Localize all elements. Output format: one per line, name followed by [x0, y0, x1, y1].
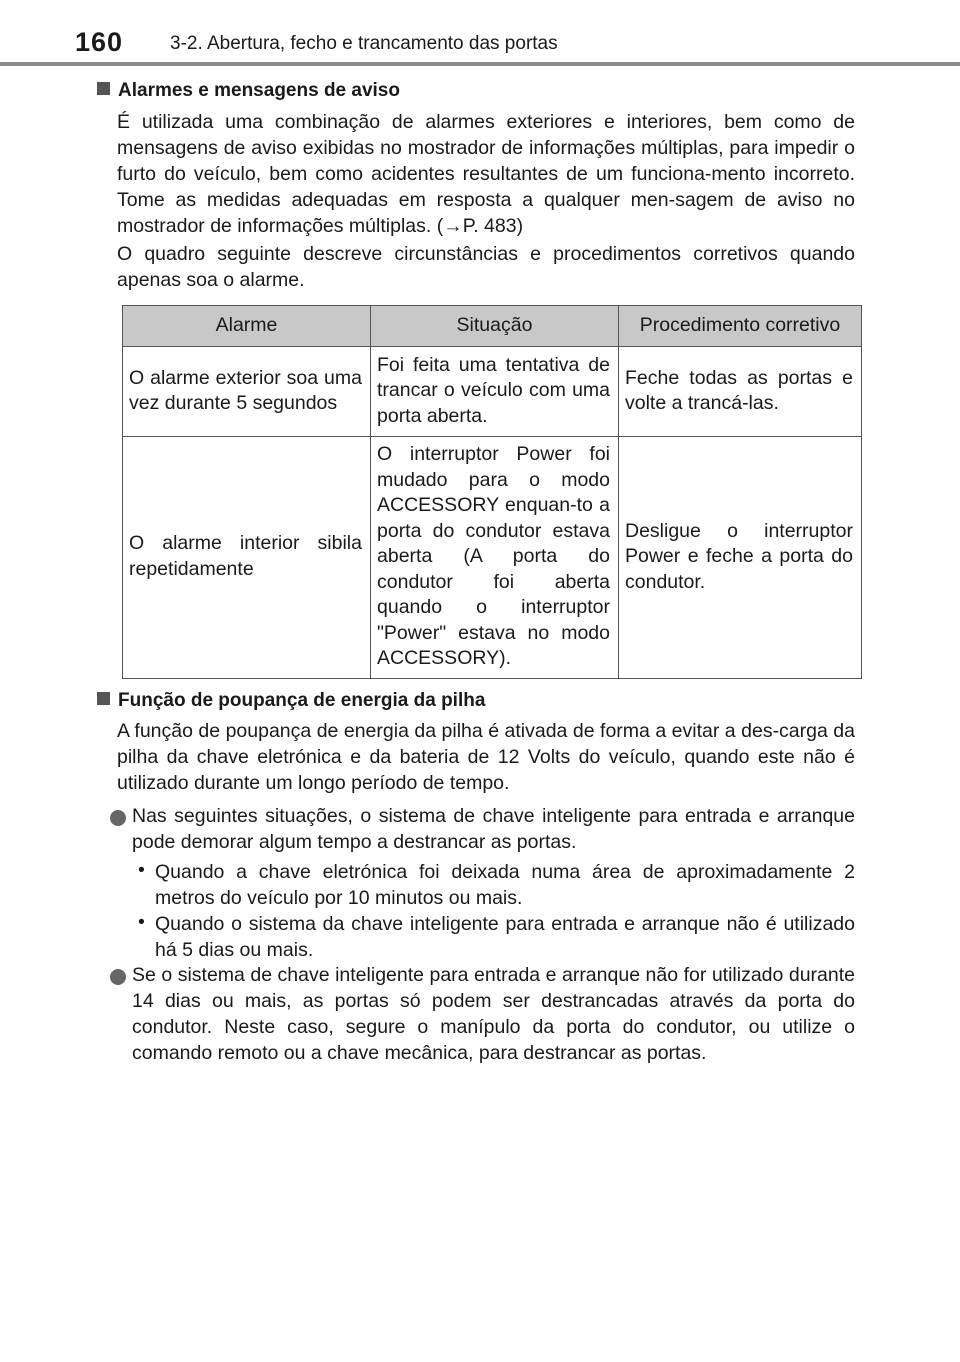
sub-bullet-mark: •: [138, 911, 145, 933]
alarms-table: [122, 305, 862, 679]
page-header: [0, 0, 960, 64]
bullet-paragraph: Se o sistema de chave inteligente para entrada e arranque não for utilizado durante 14 dias ou mais, as portas só podem ser destrancadas através da porta do condutor. Neste caso, segure o manípulo da porta do condutor, ou utilize o comando remoto ou a chave mecânica, para destrancar as portas.: [132, 964, 855, 1064]
round-bullet-icon: [110, 810, 126, 826]
section-title-text: Função de poupança de energia da pilha: [118, 690, 486, 711]
table-cell: O interruptor Power foi mudado para o modo ACCESSORY enquan-to a porta do condutor estava aberta (A porta do condutor foi aberta quando o interruptor "Power" estava no modo ACCESSORY).: [371, 437, 619, 679]
table-header-cell: Situação: [371, 306, 619, 347]
square-bullet-icon: [97, 82, 110, 95]
round-bullet-icon: [110, 969, 126, 985]
table-header-cell: Procedimento corretivo: [619, 306, 862, 347]
section-title-alarms: [97, 80, 400, 102]
table-cell: Desligue o interruptor Power e feche a porta do condutor.: [619, 437, 862, 679]
alarms-table-intro-paragraph: O quadro seguinte descreve circunstâncias e procedimentos corretivos quando apenas soa o alarme.: [117, 243, 855, 291]
alarms-intro-paragraph: É utilizada uma combinação de alarmes exteriores e interiores, bem como de mensagens de aviso exibidas no mostrador de informações múltiplas, para impedir o furto do veículo, bem como acidentes resultantes de um funciona-mento incorreto. Tome as medidas adequadas em resposta a qualquer men-sagem de aviso no mostrador de informações múltiplas. (→P. 483): [117, 111, 855, 237]
page-number: 160: [75, 27, 124, 57]
table-cell: O alarme interior sibila repetidamente: [123, 437, 371, 679]
header-rule: [0, 62, 960, 66]
table-row: [123, 437, 862, 679]
sub-bullet-paragraph: Quando o sistema da chave inteligente para entrada e arranque não é utilizado há 5 dias ou mais.: [155, 913, 855, 961]
bullet-paragraph: Nas seguintes situações, o sistema de chave inteligente para entrada e arranque pode demorar algum tempo a destrancar as portas.: [132, 805, 855, 853]
sub-bullet-paragraph: Quando a chave eletrónica foi deixada numa área de aproximadamente 2 metros do veículo por 10 minutos ou mais.: [155, 861, 855, 909]
table-cell: Feche todas as portas e volte a trancá-las.: [619, 347, 862, 437]
chapter-title: 3-2. Abertura, fecho e trancamento das portas: [170, 33, 558, 54]
battery-intro-paragraph: A função de poupança de energia da pilha é ativada de forma a evitar a des-carga da pilha da chave eletrónica e da bateria de 12 Volts do veículo, quando este não é utilizado durante um longo período de tempo.: [117, 720, 855, 794]
table-header-cell: Alarme: [123, 306, 371, 347]
section-title-text: Alarmes e mensagens de aviso: [118, 80, 400, 101]
table-header-row: [123, 306, 862, 347]
table-cell: Foi feita uma tentativa de trancar o veículo com uma porta aberta.: [371, 347, 619, 437]
table-row: [123, 347, 862, 437]
sub-bullet-mark: •: [138, 859, 145, 881]
section-title-battery: [97, 690, 485, 712]
square-bullet-icon: [97, 692, 110, 705]
table-cell: O alarme exterior soa uma vez durante 5 segundos: [123, 347, 371, 437]
